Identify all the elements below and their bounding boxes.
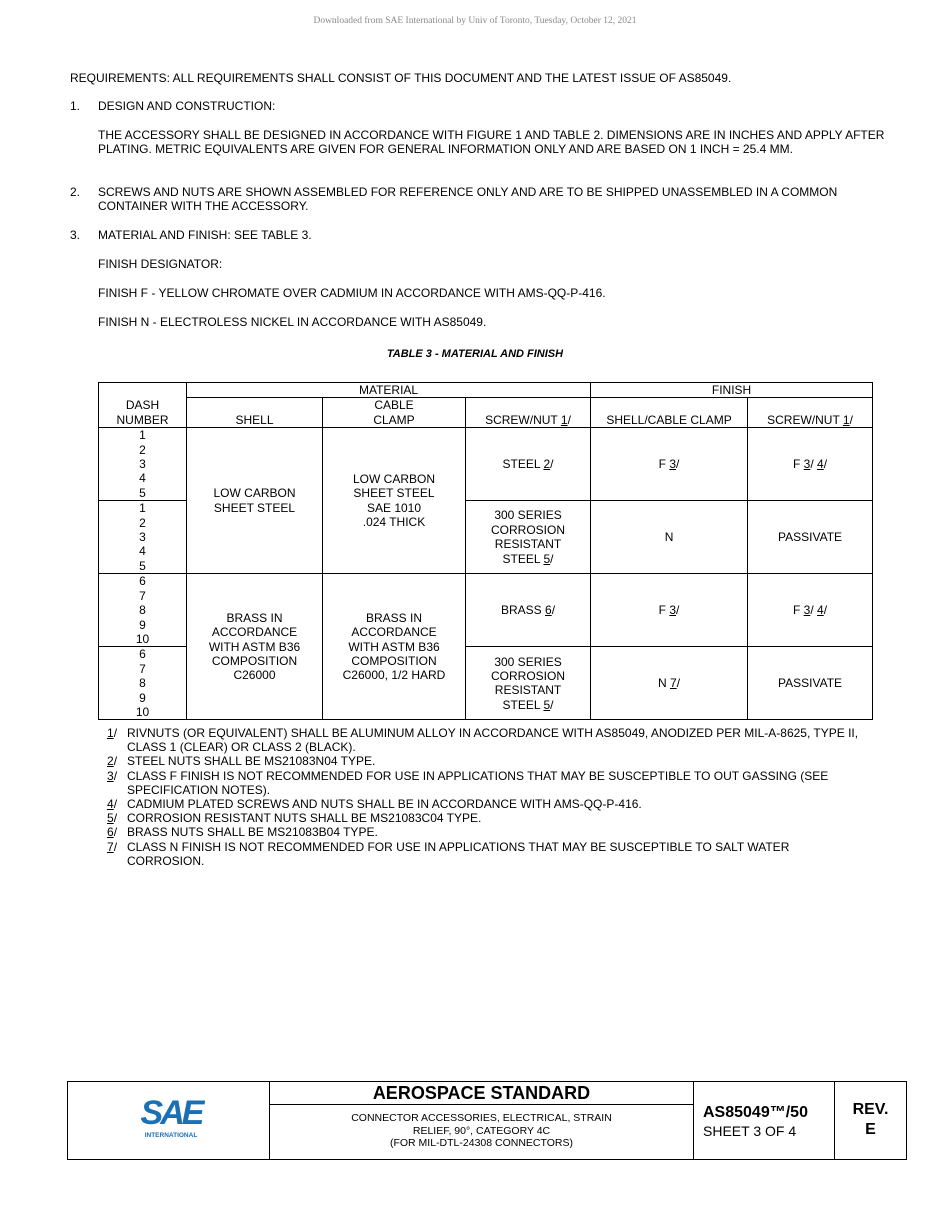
- dash-number: 3: [139, 530, 146, 545]
- header-clamp: CLAMP: [373, 412, 415, 427]
- cell-line: BRASS IN: [226, 610, 283, 625]
- dash-number: 9: [139, 617, 146, 632]
- dash-number: 4: [139, 544, 146, 559]
- dash-cell: [99, 428, 187, 501]
- dash-number: 10: [135, 631, 150, 646]
- header-finish-screw-nut: SCREW/NUT 1/: [748, 398, 873, 428]
- header-number: NUMBER: [116, 412, 169, 427]
- cell-text: STEEL: [502, 551, 541, 566]
- note-ref: 7: [670, 676, 677, 691]
- revision-label: REV.: [852, 1101, 889, 1118]
- passivate-cell: PASSIVATE: [748, 501, 873, 574]
- finish-f-screw-cell: F 3/ 4/: [748, 574, 873, 647]
- logo-subtext: INTERNATIONAL: [144, 1132, 198, 1139]
- note-ref: 6: [545, 603, 552, 618]
- header-shell-cable-clamp: SHELL/CABLE CLAMP: [591, 398, 748, 428]
- cell-line: C26000: [233, 668, 276, 683]
- header-finish-screw-nut-label: SCREW/NUT: [767, 412, 840, 427]
- footnote-key: 5: [107, 811, 114, 826]
- finish-n-text: FINISH N - ELECTROLESS NICKEL IN ACCORDANCE WITH AS85049.: [98, 315, 487, 329]
- cell-line: LOW CARBON: [352, 471, 435, 486]
- footnote-text: STEEL NUTS SHALL BE MS21083N04 TYPE.: [127, 754, 376, 769]
- dash-number: 10: [135, 704, 150, 719]
- screw-cres-cell: [466, 647, 591, 720]
- finish-f-cell: F 3/: [591, 574, 748, 647]
- dash-number: 6: [139, 647, 146, 662]
- revision: [835, 1082, 906, 1140]
- finish-f-cell: F 3/: [591, 428, 748, 501]
- note-ref: 2: [543, 457, 551, 472]
- dash-cell: [99, 574, 187, 647]
- header-shell: SHELL: [187, 398, 323, 428]
- material-finish-table: [98, 382, 873, 720]
- dash-number: 6: [139, 574, 146, 589]
- cell-line: SHEET STEEL: [213, 500, 296, 515]
- screw-cres-cell: [466, 501, 591, 574]
- cell-text: STEEL: [502, 457, 541, 472]
- cell-line: 300 SERIES: [494, 654, 562, 669]
- footnote-key: 7: [107, 839, 114, 854]
- cell-line: WITH ASTM B36: [348, 639, 440, 654]
- footnote-text: RIVNUTS (OR EQUIVALENT) SHALL BE ALUMINUM ALLOY IN ACCORDANCE WITH AS85049, ANODIZED PER MIL-A-8625, TYPE II, CLASS 1 (CLEAR) OR CLASS 2 (BLACK).: [127, 726, 859, 755]
- header-finish: FINISH: [591, 383, 873, 398]
- cell-line: LOW CARBON: [213, 486, 296, 501]
- footnote-key: 6: [107, 825, 114, 840]
- section-number: 1.: [70, 99, 81, 113]
- note-ref: 3: [669, 603, 677, 618]
- footnote: 4/ CADMIUM PLATED SCREWS AND NUTS SHALL BE IN ACCORDANCE WITH AMS-QQ-P-416.: [107, 797, 642, 812]
- note-ref: 4: [817, 603, 824, 618]
- requirements-paragraph: REQUIREMENTS: ALL REQUIREMENTS SHALL CONSIST OF THIS DOCUMENT AND THE LATEST ISSUE OF AS85049.: [70, 71, 732, 85]
- header-cable: CABLE: [374, 398, 414, 413]
- footnote-text: CORROSION RESISTANT NUTS SHALL BE MS21083C04 TYPE.: [127, 811, 482, 826]
- screw-steel-cell: STEEL 2/: [466, 428, 591, 501]
- screw-brass-cell: BRASS 6/: [466, 574, 591, 647]
- note-ref: 3: [669, 457, 677, 472]
- doc-id-cell: [694, 1082, 835, 1159]
- footnote-key: 1: [107, 726, 114, 740]
- note-ref: 4: [817, 457, 824, 472]
- dash-number: 3: [139, 457, 146, 472]
- footnote: 1/ RIVNUTS (OR EQUIVALENT) SHALL BE ALUMINUM ALLOY IN ACCORDANCE WITH AS85049, ANODIZED PER MIL-A-8625, TYPE II, CLASS 1 (CLEAR) OR CLASS 2 (BLACK).: [107, 726, 859, 755]
- subtitle-line: RELIEF, 90°, CATEGORY 4C: [412, 1124, 551, 1137]
- cell-line: ACCORDANCE: [351, 625, 437, 640]
- header-screw-nut-label: SCREW/NUT: [485, 412, 558, 427]
- footnote-text: BRASS NUTS SHALL BE MS21083B04 TYPE.: [127, 825, 378, 840]
- dash-number: 7: [139, 588, 146, 603]
- clamp-steel-cell: [323, 428, 466, 574]
- note-ref: 5: [543, 551, 551, 566]
- cell-text: F: [658, 457, 667, 472]
- cell-line: COMPOSITION: [351, 654, 437, 669]
- cell-line: .024 THICK: [362, 515, 426, 530]
- cell-line: RESISTANT: [494, 683, 562, 698]
- subtitle-line: CONNECTOR ACCESSORIES, ELECTRICAL, STRAIN: [351, 1112, 612, 1124]
- table-caption: TABLE 3 - MATERIAL AND FINISH: [386, 348, 564, 360]
- section-title: DESIGN AND CONSTRUCTION:: [98, 99, 276, 113]
- header-screw-nut: SCREW/NUT 1/: [466, 398, 591, 428]
- finish-designator: FINISH DESIGNATOR:: [98, 257, 223, 271]
- dash-number: 5: [139, 558, 146, 573]
- dash-cell: [99, 501, 187, 574]
- footnote-key: 3: [107, 768, 114, 783]
- cell-text: F: [658, 603, 667, 618]
- header-dash-number: [99, 383, 187, 428]
- cell-text: N: [658, 676, 667, 691]
- dash-number: 2: [139, 442, 146, 457]
- cell-line: C26000, 1/2 HARD: [342, 668, 446, 683]
- section-text: SCREWS AND NUTS ARE SHOWN ASSEMBLED FOR REFERENCE ONLY AND ARE TO BE SHIPPED UNASSEMBLED IN A COMMON CONTAINER WITH THE ACCESSORY.: [98, 185, 838, 214]
- section-2: [70, 185, 890, 214]
- footnote-text: CLASS N FINISH IS NOT RECOMMENDED FOR USE IN APPLICATIONS THAT MAY BE SUSCEPTIBLE TO SALT WATER CORROSION.: [127, 839, 790, 868]
- cell-line: RESISTANT: [494, 537, 562, 552]
- cell-text: F: [792, 603, 801, 618]
- title-cell: [270, 1082, 694, 1159]
- finish-n-cell: N: [591, 501, 748, 574]
- footnote: 2/ STEEL NUTS SHALL BE MS21083N04 TYPE.: [107, 754, 376, 769]
- document-id: AS85049™/50: [703, 1104, 808, 1121]
- note-ref: 5: [543, 697, 551, 712]
- dash-number: 7: [139, 661, 146, 676]
- section-1-text: THE ACCESSORY SHALL BE DESIGNED IN ACCORDANCE WITH FIGURE 1 AND TABLE 2. DIMENSIONS ARE IN INCHES AND APPLY AFTER PLATING. METRIC EQUIVALENTS ARE GIVEN FOR GENERAL INFORMATION ONLY AND ARE BASED ON 1 INCH = 25.4 MM.: [98, 128, 885, 157]
- header-dash: DASH: [125, 398, 160, 413]
- footnote: 3/ CLASS F FINISH IS NOT RECOMMENDED FOR USE IN APPLICATIONS THAT MAY BE SUSCEPTIBLE TO OUT GASSING (SEE SPECIFICATION NOTES).: [107, 768, 829, 797]
- footnote: 6/ BRASS NUTS SHALL BE MS21083B04 TYPE.: [107, 825, 378, 840]
- note-ref: 1: [842, 412, 850, 427]
- section-number: 2.: [70, 185, 81, 199]
- cell-line: WITH ASTM B36: [208, 639, 301, 654]
- dash-number: 8: [139, 603, 146, 618]
- section-1: [70, 99, 890, 113]
- passivate-cell: PASSIVATE: [748, 647, 873, 720]
- sae-logo: [137, 1094, 205, 1140]
- subtitle-line: (FOR MIL-DTL-24308 CONNECTORS): [389, 1137, 573, 1150]
- standard-subtitle: [270, 1105, 693, 1150]
- dash-number: 2: [139, 515, 146, 530]
- note-ref: 3: [803, 457, 811, 472]
- dash-number: 1: [139, 428, 146, 443]
- cell-text: BRASS: [500, 603, 542, 618]
- logo-mark: SAE: [140, 1094, 202, 1132]
- footnote-text: CLASS F FINISH IS NOT RECOMMENDED FOR USE IN APPLICATIONS THAT MAY BE SUSCEPTIBLE TO OUT GASSING (SEE SPECIFICATION NOTES).: [127, 768, 829, 797]
- download-notice: Downloaded from SAE International by Univ of Toronto, Tuesday, October 12, 2021: [313, 16, 637, 26]
- footnote-text: CADMIUM PLATED SCREWS AND NUTS SHALL BE IN ACCORDANCE WITH AMS-QQ-P-416.: [127, 797, 642, 812]
- cell-line: STEEL 5/: [502, 551, 554, 566]
- cell-line: ACCORDANCE: [211, 625, 298, 640]
- title-block: [67, 1081, 907, 1160]
- shell-steel-cell: [187, 428, 323, 574]
- section-title: MATERIAL AND FINISH: SEE TABLE 3.: [98, 228, 312, 242]
- dash-number: 5: [139, 485, 146, 500]
- dash-cell: [99, 647, 187, 720]
- footnote: 7/ CLASS N FINISH IS NOT RECOMMENDED FOR USE IN APPLICATIONS THAT MAY BE SUSCEPTIBLE TO SALT WATER CORROSION.: [107, 839, 790, 868]
- cell-line: 300 SERIES: [494, 508, 562, 523]
- shell-brass-cell: [187, 574, 323, 720]
- cell-line: CORROSION: [491, 668, 566, 683]
- cell-line: SHEET STEEL: [353, 486, 435, 501]
- footnote: 5/ CORROSION RESISTANT NUTS SHALL BE MS21083C04 TYPE.: [107, 811, 482, 826]
- finish-n7-cell: N 7/: [591, 647, 748, 720]
- logo-cell: [68, 1082, 270, 1159]
- cell-text: STEEL: [502, 697, 541, 712]
- cell-text: F: [792, 457, 801, 472]
- sheet-number: SHEET 3 OF 4: [703, 1123, 797, 1139]
- cell-line: CORROSION: [491, 522, 566, 537]
- revision-value: E: [865, 1121, 876, 1138]
- revision-cell: [835, 1082, 906, 1159]
- standard-title: AEROSPACE STANDARD: [270, 1082, 693, 1105]
- cell-line: COMPOSITION: [211, 654, 298, 669]
- section-number: 3.: [70, 228, 81, 242]
- clamp-brass-cell: [323, 574, 466, 720]
- section-3: [70, 228, 890, 242]
- header-cable-clamp: [323, 398, 466, 428]
- cell-line: STEEL 5/: [502, 697, 554, 712]
- cell-line: BRASS IN: [365, 610, 422, 625]
- note-ref: 1: [560, 412, 568, 427]
- dash-number: 4: [139, 471, 146, 486]
- footnotes: [107, 726, 867, 868]
- footnote-key: 4: [107, 797, 114, 812]
- finish-f-text: FINISH F - YELLOW CHROMATE OVER CADMIUM IN ACCORDANCE WITH AMS-QQ-P-416.: [98, 286, 606, 300]
- dash-number: 8: [139, 676, 146, 691]
- dash-number: 1: [139, 501, 146, 516]
- dash-number: 9: [139, 690, 146, 705]
- header-material: MATERIAL: [187, 383, 591, 398]
- cell-line: SAE 1010: [366, 500, 422, 515]
- note-ref: 3: [803, 603, 811, 618]
- footnote-key: 2: [107, 754, 114, 769]
- finish-f-screw-cell: F 3/ 4/: [748, 428, 873, 501]
